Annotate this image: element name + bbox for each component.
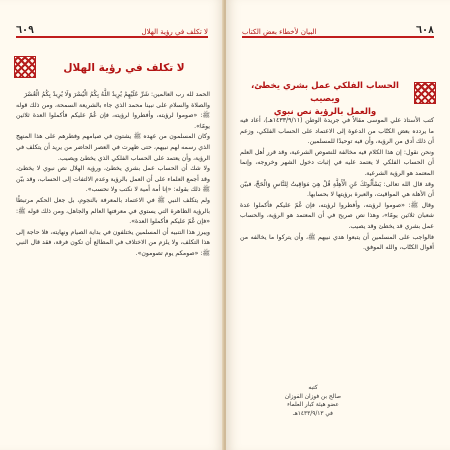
paragraph: ويبرز هذا التنبيه أن المسلمين يختلفون في بداية الصيام ونهايته، فلا حاجة إلى هذا التكلف، ولا يلزم من الاختلاف في المطالع أن تكون فرقة، فقد قال النبي ﷺ: «صومكم يوم تصومون». xyxy=(16,228,210,257)
signature-role: عضو هيئة كبار العلماء xyxy=(287,402,339,409)
left-page-title: لا تكلف في رؤية الهلال xyxy=(63,62,185,74)
paragraph: كتب الأستاذ علي الموسى مقالاً في جريدة الوطن (١٤٣٣/٩/١١هـ)، أعاد فيه ما يردده بعض الكتّاب من الدعوة إلى الاعتماد على الحساب الفلكي، وزعم أن ذلك أدق من الرؤية، وأن فيه توحيدًا للمسلمين. xyxy=(240,117,434,146)
left-page xyxy=(0,0,224,450)
paragraph: وقال ﷺ: «صوموا لرؤيته، وأفطروا لرؤيته، فإن غُمّ عليكم فأكملوا عدة شعبان ثلاثين يومًا»، وهذا نص صريح في أن المعتمد هو الرؤية، والحساب عمل بشري قد يخطئ وقد يصيب. xyxy=(240,201,434,230)
left-running-title: لا تكلف في رؤية الهلال xyxy=(141,28,208,36)
right-page-number: ٦٠٨ xyxy=(415,25,434,36)
signature-block xyxy=(266,384,360,418)
paragraph: والصلاة والسلام على نبينا محمد الذي جاء بالشريعة السمحة، ومن ذلك قوله ﷺ: «صوموا لرؤيته، وأفطروا لرؤيته، فإن غُمّ عليكم فأكملوا العدة ثلاثين يومًا». xyxy=(16,101,210,130)
ornament-icon xyxy=(14,56,36,78)
signature-name: صالح بن فوزان الفوزان xyxy=(284,393,342,400)
ornament-icon xyxy=(414,82,436,104)
right-page-body xyxy=(240,116,434,254)
paragraph: الحمد لله رب العالمين: شَرِّ عَلَيْهِمْ يُرِيدُ اللَّهُ بِكُمُ الْيُسْرَ وَلَا يُرِيدُ بِكُمُ الْعُسْرَ xyxy=(24,91,210,98)
right-page-title xyxy=(240,80,410,119)
signature-date: في ١٤٣٣/٩/١٣هـ xyxy=(293,410,333,417)
paragraph: وكان المسلمون من عهده ﷺ يشتون في صيامهم وفطرهم على هذا المنهج الذي رسمه لهم نبيهم، حتى ظهرت في العصر الحاضر من يريد أن يتكلف في الرؤية، وأن يعتمد على الحساب الفلكي الذي يخطئ ويصيب. xyxy=(16,133,210,162)
left-page-header xyxy=(16,22,208,38)
paragraph: فالواجب على المسلمين أن يتبعوا هدي نبيهم ﷺ، وأن يتركوا ما يخالفه من أقوال الكتّاب، والله الموفق. xyxy=(240,233,434,252)
signature-label: كتبه xyxy=(308,385,318,391)
right-running-title: البيان لأخطاء بعض الكتاب xyxy=(242,28,317,36)
left-page-body xyxy=(16,90,210,260)
title-line: الحساب الفلكي عمل بشري يخطئ، ويصيب xyxy=(251,81,399,104)
right-page-header xyxy=(242,22,434,38)
right-page xyxy=(226,0,450,450)
paragraph: وقد قال الله تعالى: يَسْأَلُونَكَ عَنِ الْأَهِلَّةِ قُلْ هِيَ مَوَاقِيتُ لِلنَّاسِ وَالْحَجِّ، فبيّن أن الأهلة هي المواقيت، والعبرة برؤيتها لا بحسابها. xyxy=(240,180,434,199)
left-page-number: ٦٠٩ xyxy=(16,25,35,36)
paragraph: ولا شك أن الحساب عمل بشري يخطئ، ورؤية الهلال نص نبوي لا يخطئ، وقد أجمع العلماء على أن العمل بالرؤية وعدم الالتفات إلى الحساب، وقد بيّن ﷺ ذلك بقوله: «إنا أمة أمية لا نكتب ولا نحسب». xyxy=(16,165,210,194)
paragraph: ولم يتكلف النبي ﷺ في الاعتماد بالمعرفة بالنجوم، بل جعل الحكم مرتبطًا بالرؤية الظاهرة التي يستوي في معرفتها العالم والجاهل، ومن ذلك قوله ﷺ: «فإن غُمّ عليكم فأكملوا العدة». xyxy=(16,196,210,226)
title-line: والعمل بالرؤية نص نبوي xyxy=(273,107,377,117)
paragraph: ونحن نقول: إن هذا الكلام فيه مخالفة للنصوص الشرعية، وقد قرر أهل العلم أن الحساب الفلكي لا يعتمد عليه في إثبات دخول الشهر وخروجه، وإنما المعتمد هو الرؤية الشرعية. xyxy=(240,148,434,177)
